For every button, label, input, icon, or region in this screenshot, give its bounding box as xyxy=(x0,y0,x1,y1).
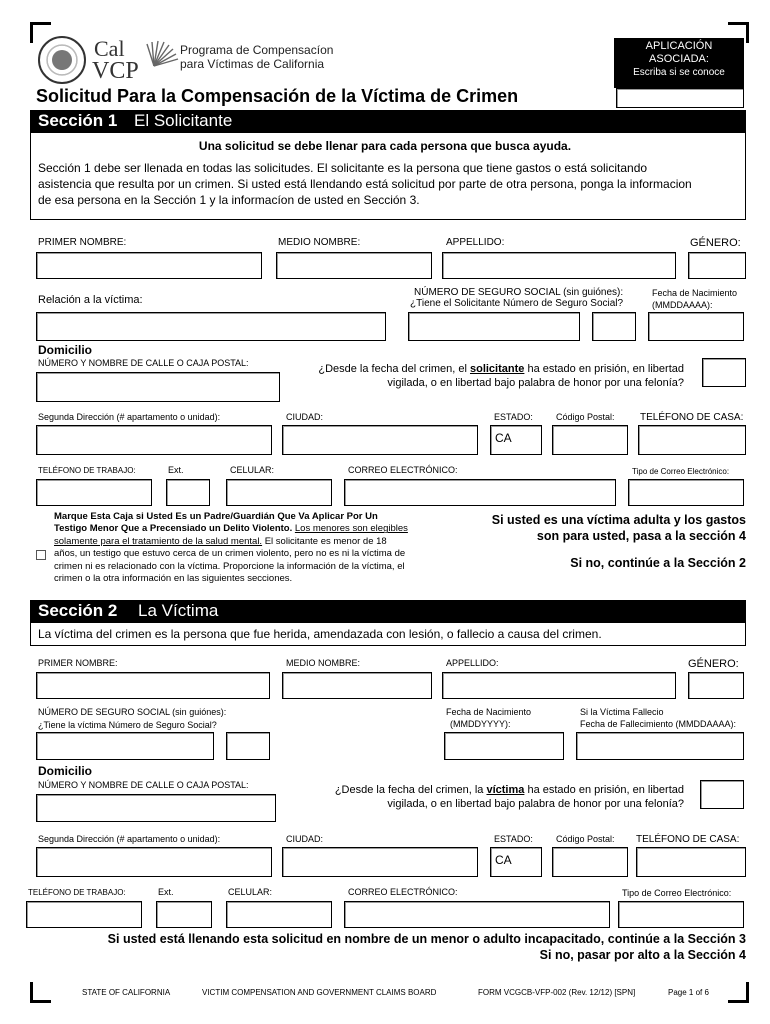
s1-email-label: CORREO ELECTRÓNICO: xyxy=(348,465,458,475)
section-1-name: El Solicitante xyxy=(134,111,233,130)
s2-ext-input[interactable] xyxy=(156,901,212,928)
footer-form-number: FORM VCGCB-VFP-002 (Rev. 12/12) [SPN] xyxy=(478,988,636,997)
s1-home-phone-label: TELÉFONO DE CASA: xyxy=(640,412,744,423)
s1-work-phone-label: TELÉFONO DE TRABAJO: xyxy=(38,466,136,475)
section-1-intro-bold: Una solicitud se debe llenar para cada persona que busca ayuda. xyxy=(198,139,572,153)
footer-board: VICTIM COMPENSATION AND GOVERNMENT CLAIMS BOARD xyxy=(202,988,437,997)
s2-ssn-label-1: NÚMERO DE SEGURO SOCIAL (sin guiónes): xyxy=(38,707,227,717)
s2-zip-label: Código Postal: xyxy=(556,834,615,844)
s2-state-label: ESTADO: xyxy=(494,834,533,844)
s2-middle-name-label: MEDIO NOMBRE: xyxy=(286,658,361,668)
s1-last-name-input[interactable] xyxy=(442,252,676,279)
s1-city-input[interactable] xyxy=(282,425,478,455)
s1-email-input[interactable] xyxy=(344,479,616,506)
s1-ssn-has-input[interactable] xyxy=(592,312,636,341)
s2-city-label: CIUDAD: xyxy=(286,834,324,844)
s1-cell-input[interactable] xyxy=(226,479,332,506)
s1-adult-victim-line-2: son para usted, pasa a la sección 4 xyxy=(536,529,746,543)
section-1-intro-line-3: de esa persona en la Sección 1 y la informacíon de usted en Sección 3. xyxy=(38,193,420,207)
s1-zip-label: Código Postal: xyxy=(556,412,615,422)
s2-work-phone-label: TELÉFONO DE TRABAJO: xyxy=(28,888,126,897)
s2-prison-answer-input[interactable] xyxy=(700,780,744,809)
s2-city-input[interactable] xyxy=(282,847,478,877)
svg-text:VCP: VCP xyxy=(92,58,139,80)
s1-guardian-bold-1: Marque Esta Caja si Usted Es un Padre/Guardián Que Va Aplicar Por Un xyxy=(54,511,378,522)
s1-city-label: CIUDAD: xyxy=(286,412,324,422)
section-1-header xyxy=(30,110,746,132)
section-1-number: Sección 1 xyxy=(38,111,118,130)
s2-ssn-input[interactable] xyxy=(36,732,214,760)
s2-addr2-label: Segunda Dirección (# apartamento o unidad): xyxy=(38,834,221,844)
s2-deceased-label-2: Fecha de Fallecimiento (MMDDAAAA): xyxy=(580,719,737,729)
s1-domicile-heading: Domicilio xyxy=(38,343,93,357)
s2-last-name-label: APPELLIDO: xyxy=(446,658,499,668)
s1-first-name-input[interactable] xyxy=(36,252,262,279)
s1-guardian-bold-2: Testigo Menor Que a Precensiado un Delito Violento. xyxy=(54,523,293,535)
s1-prison-question xyxy=(290,362,684,390)
s1-middle-name-input[interactable] xyxy=(276,252,432,279)
s2-gender-label: GÉNERO: xyxy=(688,658,739,670)
state-seal-logo xyxy=(38,36,86,84)
page-title: Solicitud Para la Compensación de la Víctima de Crimen xyxy=(36,86,519,106)
s1-dob-input[interactable] xyxy=(648,312,744,341)
s2-prison-pre: ¿Desde la fecha del crimen, la xyxy=(334,784,487,796)
s1-ssn-label-2: ¿Tiene el Solicitante Número de Seguro Social? xyxy=(410,298,624,309)
s1-prison-post: ha estado en prisión, en libertad xyxy=(524,363,684,375)
program-name xyxy=(180,43,333,71)
section-2-number: Sección 2 xyxy=(38,601,118,620)
s2-ext-label: Ext. xyxy=(158,887,174,897)
s2-prison-line-1 xyxy=(290,783,684,797)
s1-state-value: CA xyxy=(495,431,512,445)
s2-prison-post: ha estado en prisión, en libertad xyxy=(524,784,684,796)
s1-email-type-input[interactable] xyxy=(628,479,744,506)
s1-last-name-label: APPELLIDO: xyxy=(446,237,505,248)
s2-email-input[interactable] xyxy=(344,901,610,928)
s2-minor-instruction: Si usted está llenando esta solicitud en nombre de un menor o adulto incapacitado, continúe a la Sección 3 xyxy=(107,932,746,946)
s1-prison-line-2: vigilada, o en libertad bajo palabra de honor por una felonía? xyxy=(387,377,684,389)
s1-prison-line-1 xyxy=(290,362,684,376)
section-1-intro-line-1: Sección 1 debe ser llenada en todas las solicitudes. El solicitante es la persona que tiene gastos o está solicitando xyxy=(38,161,648,175)
assoc-line-3: Escriba si se conoce xyxy=(633,67,725,78)
svg-text:Cal: Cal xyxy=(94,36,125,61)
s1-prison-word: solicitante xyxy=(469,363,525,375)
s2-deceased-label-1: Si la Víctima Fallecio xyxy=(580,707,664,717)
s1-guardian-checkbox[interactable] xyxy=(36,550,46,560)
s2-zip-input[interactable] xyxy=(552,847,628,877)
program-line-2: para Víctimas de California xyxy=(180,57,325,71)
s1-guardian-text-2: El solicitante es menor de 18 xyxy=(264,535,387,547)
s1-street-input[interactable] xyxy=(36,372,280,402)
s1-home-phone-input[interactable] xyxy=(638,425,746,455)
s2-email-type-input[interactable] xyxy=(618,901,744,928)
s2-skip-instruction: Si no, pasar por alto a la Sección 4 xyxy=(539,948,746,962)
crop-mark-bottom-left xyxy=(30,982,51,1003)
crop-mark-bottom-right xyxy=(728,982,749,1003)
s2-work-phone-input[interactable] xyxy=(26,901,142,928)
s2-prison-word: víctima xyxy=(486,784,525,796)
footer-state: STATE OF CALIFORNIA xyxy=(82,988,171,997)
program-line-1: Programa de Compensacíon xyxy=(180,43,334,57)
associated-application-header xyxy=(614,38,744,88)
s1-dob-label-2: (MMDDAAAA): xyxy=(652,300,713,310)
s2-middle-name-input[interactable] xyxy=(282,672,432,699)
assoc-line-1: APLICACIÓN xyxy=(645,40,713,52)
s2-ssn-has-input[interactable] xyxy=(226,732,270,760)
s1-gender-label: GÉNERO: xyxy=(690,237,741,249)
s1-zip-input[interactable] xyxy=(552,425,628,455)
s2-state-input[interactable] xyxy=(490,847,542,877)
assoc-line-2: ASOCIADA: xyxy=(649,53,709,65)
s1-ssn-label-1: NÚMERO DE SEGURO SOCIAL (sin guiónes): xyxy=(414,287,624,298)
s1-ext-label: Ext. xyxy=(168,465,184,475)
s1-prison-answer-input[interactable] xyxy=(702,358,746,387)
s2-dob-label-2: (MMDDYYYY): xyxy=(450,719,511,729)
s2-street-input[interactable] xyxy=(36,794,276,822)
s1-first-name-label: PRIMER NOMBRE: xyxy=(38,237,127,248)
s1-state-input[interactable] xyxy=(490,425,542,455)
s2-email-type-label: Tipo de Correo Electrónico: xyxy=(622,888,732,898)
s1-ext-input[interactable] xyxy=(166,479,210,506)
s2-domicile-heading: Domicilio xyxy=(38,764,93,778)
s2-deceased-date-input[interactable] xyxy=(576,732,744,760)
s2-first-name-input[interactable] xyxy=(36,672,270,699)
s2-home-phone-input[interactable] xyxy=(636,847,746,877)
s2-prison-line-2: vigilada, o en libertad bajo palabra de honor por una felonía? xyxy=(387,798,684,810)
s1-middle-name-label: MEDIO NOMBRE: xyxy=(278,237,361,248)
s2-cell-input[interactable] xyxy=(226,901,332,928)
s1-street-label: NÚMERO Y NOMBRE DE CALLE O CAJA POSTAL: xyxy=(38,358,249,368)
s2-home-phone-label: TELÉFONO DE CASA: xyxy=(636,834,740,845)
s2-dob-input[interactable] xyxy=(444,732,564,760)
calvcp-logo xyxy=(92,36,182,80)
associated-application-input[interactable] xyxy=(616,88,744,108)
s2-addr2-input[interactable] xyxy=(36,847,272,877)
s1-addr2-label: Segunda Dirección (# apartamento o unidad): xyxy=(38,412,221,422)
section-1-intro-line-2: asistencia que resulta por un crimen. Si usted está llendando está solicitud por parte de otra persona, ponga la informacion xyxy=(38,177,692,191)
section-1-intro-text xyxy=(38,160,692,208)
s1-cell-label: CELULAR: xyxy=(230,465,275,475)
s2-dob-label-1: Fecha de Nacimiento xyxy=(446,707,532,717)
s1-go-section-2: Si no, continúe a la Sección 2 xyxy=(570,556,746,570)
s1-guardian-under-2: solamente para el tratamiento de la salud mental. xyxy=(54,535,263,547)
s1-state-label: ESTADO: xyxy=(494,412,533,422)
s1-email-type-label: Tipo de Correo Electrónico: xyxy=(632,467,730,476)
s1-relation-input[interactable] xyxy=(36,312,386,341)
s1-relation-label: Relación a la víctima: xyxy=(38,294,143,306)
s2-street-label: NÚMERO Y NOMBRE DE CALLE O CAJA POSTAL: xyxy=(38,780,249,790)
s2-last-name-input[interactable] xyxy=(442,672,676,699)
s1-guardian-text xyxy=(54,511,458,585)
s1-guardian-line-2 xyxy=(54,523,458,535)
s2-first-name-label: PRIMER NOMBRE: xyxy=(38,658,118,668)
footer-page: Page 1 of 6 xyxy=(668,988,709,997)
s1-adult-victim-line-1: Si usted es una víctima adulta y los gastos xyxy=(491,513,746,527)
s2-email-label: CORREO ELECTRÓNICO: xyxy=(348,887,458,897)
s1-guardian-line-6: crimen o la otra información en las siguientes secciones. xyxy=(54,573,293,585)
section-2-name: La Víctima xyxy=(138,601,219,620)
s2-ssn-label-2: ¿Tiene la víctima Número de Seguro Social? xyxy=(38,720,217,730)
s1-gender-input[interactable] xyxy=(688,252,746,279)
s1-dob-label-1: Fecha de Nacimiento xyxy=(652,288,738,298)
s1-prison-pre: ¿Desde la fecha del crimen, el xyxy=(318,363,470,375)
s1-work-phone-input[interactable] xyxy=(36,479,152,506)
s2-cell-label: CELULAR: xyxy=(228,887,273,897)
s1-guardian-line-5: crimen ni es relacionado con la víctima. Proporcione la información de la víctima, el xyxy=(54,560,405,572)
section-2-intro: La víctima del crimen es la persona que fue herida, amendazada con lesión, o fallecio a causa del crimen. xyxy=(38,627,602,641)
s1-ssn-input[interactable] xyxy=(408,312,580,341)
s2-gender-input[interactable] xyxy=(688,672,744,699)
s1-guardian-line-4: años, un testigo que estuvo cerca de un crimen violento, pero no es ni la víctima de xyxy=(54,548,406,560)
s1-guardian-line-3 xyxy=(54,536,458,548)
s1-addr2-input[interactable] xyxy=(36,425,272,455)
s2-state-value: CA xyxy=(495,853,512,867)
s1-guardian-under-1: Los menores son elegibles xyxy=(294,523,408,535)
section-2-header xyxy=(30,600,746,622)
s2-prison-question xyxy=(290,783,684,811)
